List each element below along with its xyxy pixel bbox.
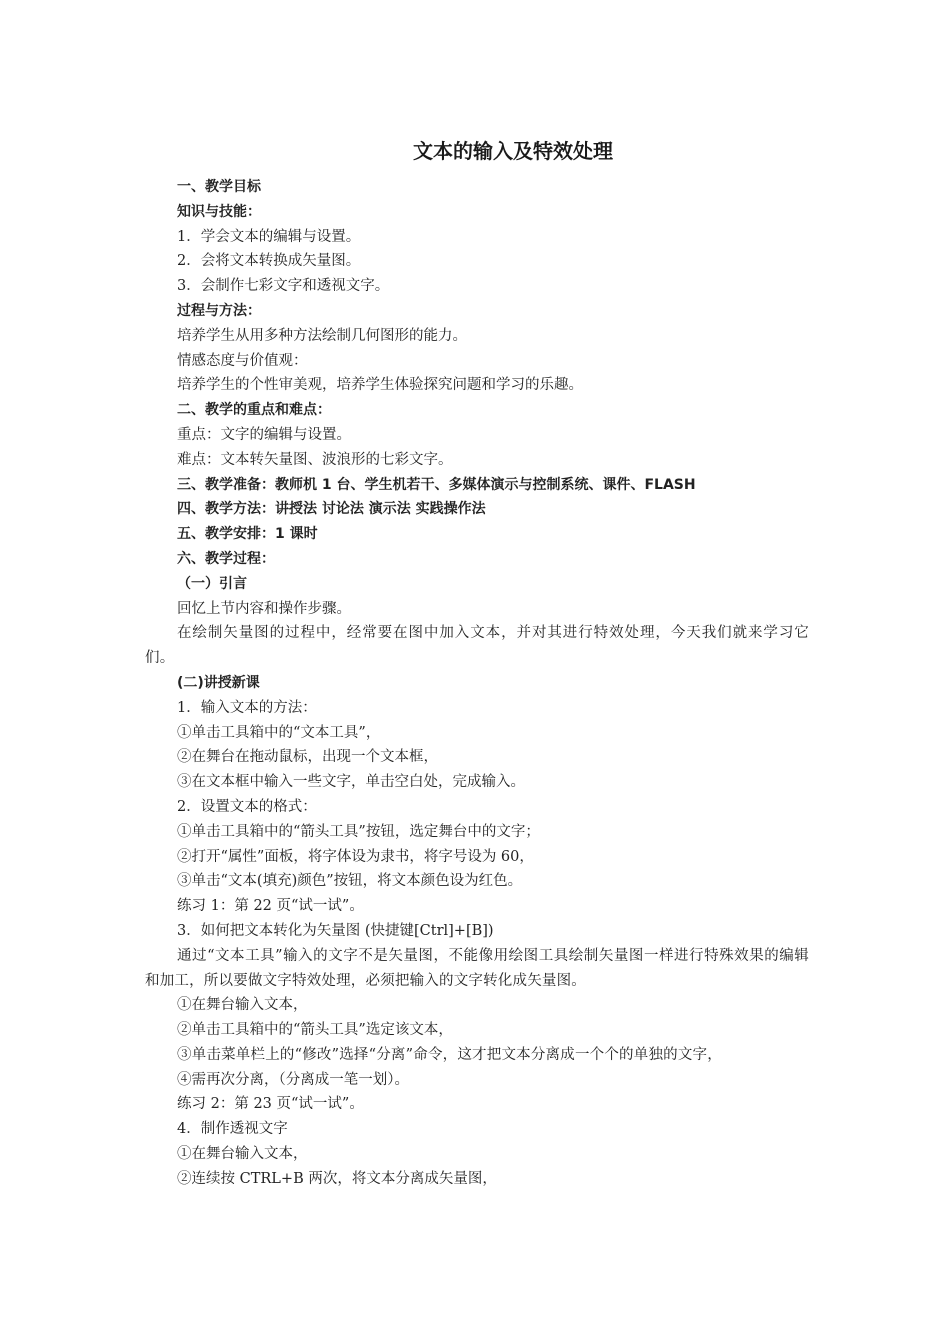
section-heading: （一）引言 [177, 575, 247, 592]
section-heading: 三、教学准备：教师机 1 台、学生机若干、多媒体演示与控制系统、课件、FLASH [177, 476, 696, 493]
body-line: ②单击工具箱中的“箭头工具”选定该文本， [177, 1022, 453, 1039]
body-paragraph: ③单击菜单栏上的“修改”选择“分离”命令，这才把文本分离成一个个的单独的文字， [177, 1046, 722, 1063]
body-line: ③在文本框中输入一些文字，单击空白处，完成输入。 [177, 774, 525, 791]
body-line: 4．制作透视文字 [177, 1121, 288, 1138]
body-line: ①单击工具箱中的“箭头工具”按钮，选定舞台中的文字； [177, 823, 540, 840]
body-line: ②在舞台在拖动鼠标，出现一个文本框， [177, 749, 438, 766]
body-line: 2．会将文本转换成矢量图。 [177, 253, 361, 270]
body-paragraph: 在绘制矢量图的过程中，经常要在图中加入文本，并对其进行特效处理，今天我们就来学习它们。 [145, 625, 809, 667]
section-heading: 五、教学安排：1 课时 [177, 526, 318, 543]
section-heading: 四、教学方法：讲授法 讨论法 演示法 实践操作法 [177, 501, 486, 518]
body-line: ③单击“文本(填充)颜色”按钮，将文本颜色设为红色。 [177, 873, 523, 890]
body-line: ①单击工具箱中的“文本工具”， [177, 724, 381, 741]
body-line: ④需再次分离，（分离成一笔一划）。 [177, 1071, 409, 1088]
document-body [145, 175, 809, 1192]
body-line: 2．设置文本的格式： [177, 798, 317, 815]
body-line: ①在舞台输入文本， [177, 1146, 308, 1163]
body-paragraph: 通过“文本工具”输入的文字不是矢量图，不能像用绘图工具绘制矢量图一样进行特殊效果的编辑和加工，所以要做文字特效处理，必须把输入的文字转化成矢量图。 [145, 947, 809, 989]
section-heading: 过程与方法： [177, 302, 261, 319]
section-heading: 一、教学目标 [177, 179, 261, 195]
body-line: 回忆上节内容和操作步骤。 [177, 600, 351, 617]
body-line: 情感态度与价值观： [177, 352, 308, 369]
body-line: ①在舞台输入文本， [177, 997, 308, 1014]
body-line: 练习 2：第 23 页“试一试”。 [177, 1096, 364, 1113]
body-line: 培养学生从用多种方法绘制几何图形的能力。 [177, 327, 467, 344]
body-line: ②打开“属性”面板，将字体设为隶书，将字号设为 60， [177, 848, 534, 865]
body-line: 1．学会文本的编辑与设置。 [177, 228, 361, 245]
section-heading: 六、教学过程： [177, 550, 275, 567]
body-line: 重点：文字的编辑与设置。 [177, 426, 351, 443]
document-title: 文本的输入及特效处理 [413, 139, 613, 163]
section-heading: (二)讲授新课 [177, 674, 260, 691]
body-line: ②连续按 CTRL+B 两次，将文本分离成矢量图， [177, 1170, 497, 1187]
body-line: 难点：文本转矢量图、波浪形的七彩文字。 [177, 451, 453, 468]
body-line: 培养学生的个性审美观，培养学生体验探究问题和学习的乐趣。 [177, 377, 583, 394]
body-line: 练习 1：第 22 页“试一试”。 [177, 898, 364, 915]
body-line: 3．会制作七彩文字和透视文字。 [177, 278, 390, 295]
body-line: 1．输入文本的方法： [177, 699, 317, 716]
section-heading: 二、教学的重点和难点： [177, 402, 331, 419]
section-heading: 知识与技能： [177, 203, 261, 220]
body-line: 3．如何把文本转化为矢量图 (快捷键[Ctrl]+[B]) [177, 922, 494, 939]
